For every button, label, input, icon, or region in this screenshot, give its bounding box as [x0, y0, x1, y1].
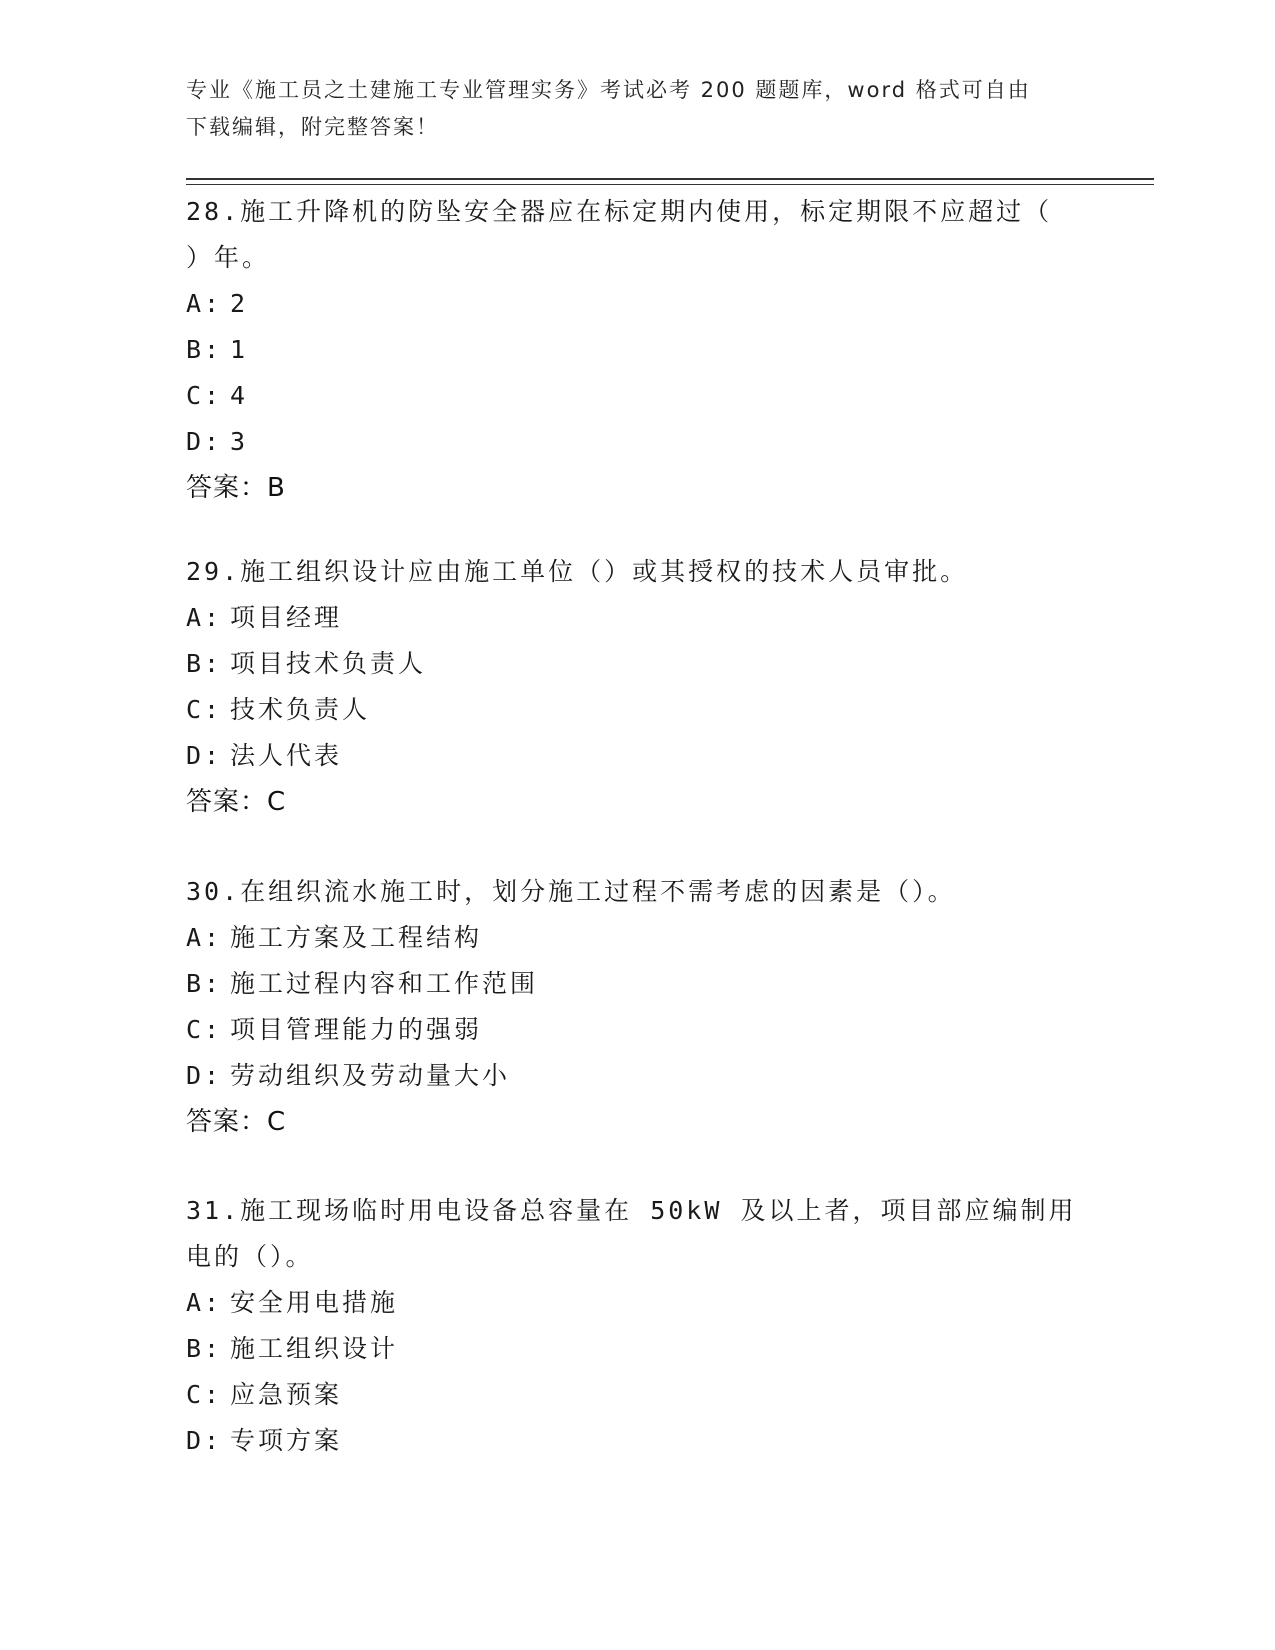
header-line-1: 专业《施工员之土建施工专业管理实务》考试必考 200 题题库，word 格式可自由 [186, 78, 1031, 102]
option-a [186, 595, 1086, 641]
answer-line: 答案：C [186, 787, 287, 817]
option-a [186, 281, 1086, 327]
option-letter: C: [186, 1380, 223, 1409]
option-c [186, 373, 1086, 419]
header-divider-thin [186, 184, 1154, 185]
option-a [186, 915, 1086, 961]
question-stem-line-1: 31.施工现场临时用电设备总容量在 50kW 及以上者，项目部应编制用 [186, 1196, 1077, 1225]
option-letter: A: [186, 289, 223, 318]
option-letter: C: [186, 695, 223, 724]
option-letter: D: [186, 427, 223, 456]
answer-line: 答案：C [186, 1107, 287, 1137]
option-letter: B: [186, 335, 223, 364]
option-b [186, 641, 1086, 687]
option-letter: C: [186, 1015, 223, 1044]
option-c [186, 1007, 1086, 1053]
option-text: 项目管理能力的强弱 [230, 1015, 483, 1044]
option-c [186, 687, 1086, 733]
option-c [186, 1372, 1086, 1418]
question-stem-line-1: 29.施工组织设计应由施工单位（）或其授权的技术人员审批。 [186, 557, 969, 586]
question-31 [186, 1188, 1086, 1464]
question-stem-line-2: 电的（）。 [186, 1242, 314, 1271]
header-line-2: 下载编辑，附完整答案！ [186, 115, 439, 139]
option-text: 项目技术负责人 [230, 649, 427, 678]
document-header [186, 72, 1086, 146]
option-b [186, 327, 1086, 373]
option-b [186, 1326, 1086, 1372]
option-letter: A: [186, 603, 223, 632]
option-text: 1 [230, 335, 249, 364]
option-text: 技术负责人 [230, 695, 371, 724]
option-letter: A: [186, 923, 223, 952]
question-28 [186, 189, 1086, 511]
option-letter: C: [186, 381, 223, 410]
option-letter: A: [186, 1288, 223, 1317]
option-letter: D: [186, 1061, 223, 1090]
option-d [186, 1053, 1086, 1099]
option-text: 劳动组织及劳动量大小 [230, 1061, 511, 1090]
option-text: 4 [230, 381, 249, 410]
option-text: 3 [230, 427, 249, 456]
option-text: 法人代表 [230, 741, 343, 770]
option-letter: D: [186, 741, 223, 770]
option-letter: B: [186, 1334, 223, 1363]
option-letter: B: [186, 969, 223, 998]
option-d [186, 419, 1086, 465]
option-a [186, 1280, 1086, 1326]
question-stem-line-1: 30.在组织流水施工时，划分施工过程不需考虑的因素是（）。 [186, 877, 956, 906]
option-d [186, 1418, 1086, 1464]
option-b [186, 961, 1086, 1007]
option-letter: D: [186, 1426, 223, 1455]
answer-line: 答案：B [186, 473, 286, 503]
question-29 [186, 549, 1086, 825]
header-divider-thick [186, 178, 1154, 180]
option-text: 施工组织设计 [230, 1334, 399, 1363]
option-text: 2 [230, 289, 249, 318]
question-30 [186, 869, 1086, 1145]
option-text: 施工方案及工程结构 [230, 923, 483, 952]
option-text: 应急预案 [230, 1380, 343, 1409]
option-text: 安全用电措施 [230, 1288, 399, 1317]
option-letter: B: [186, 649, 223, 678]
question-stem-line-2: ）年。 [186, 243, 271, 272]
option-d [186, 733, 1086, 779]
question-stem-line-1: 28.施工升降机的防坠安全器应在标定期内使用，标定期限不应超过（ [186, 197, 1053, 226]
option-text: 专项方案 [230, 1426, 343, 1455]
option-text: 施工过程内容和工作范围 [230, 969, 539, 998]
option-text: 项目经理 [230, 603, 343, 632]
